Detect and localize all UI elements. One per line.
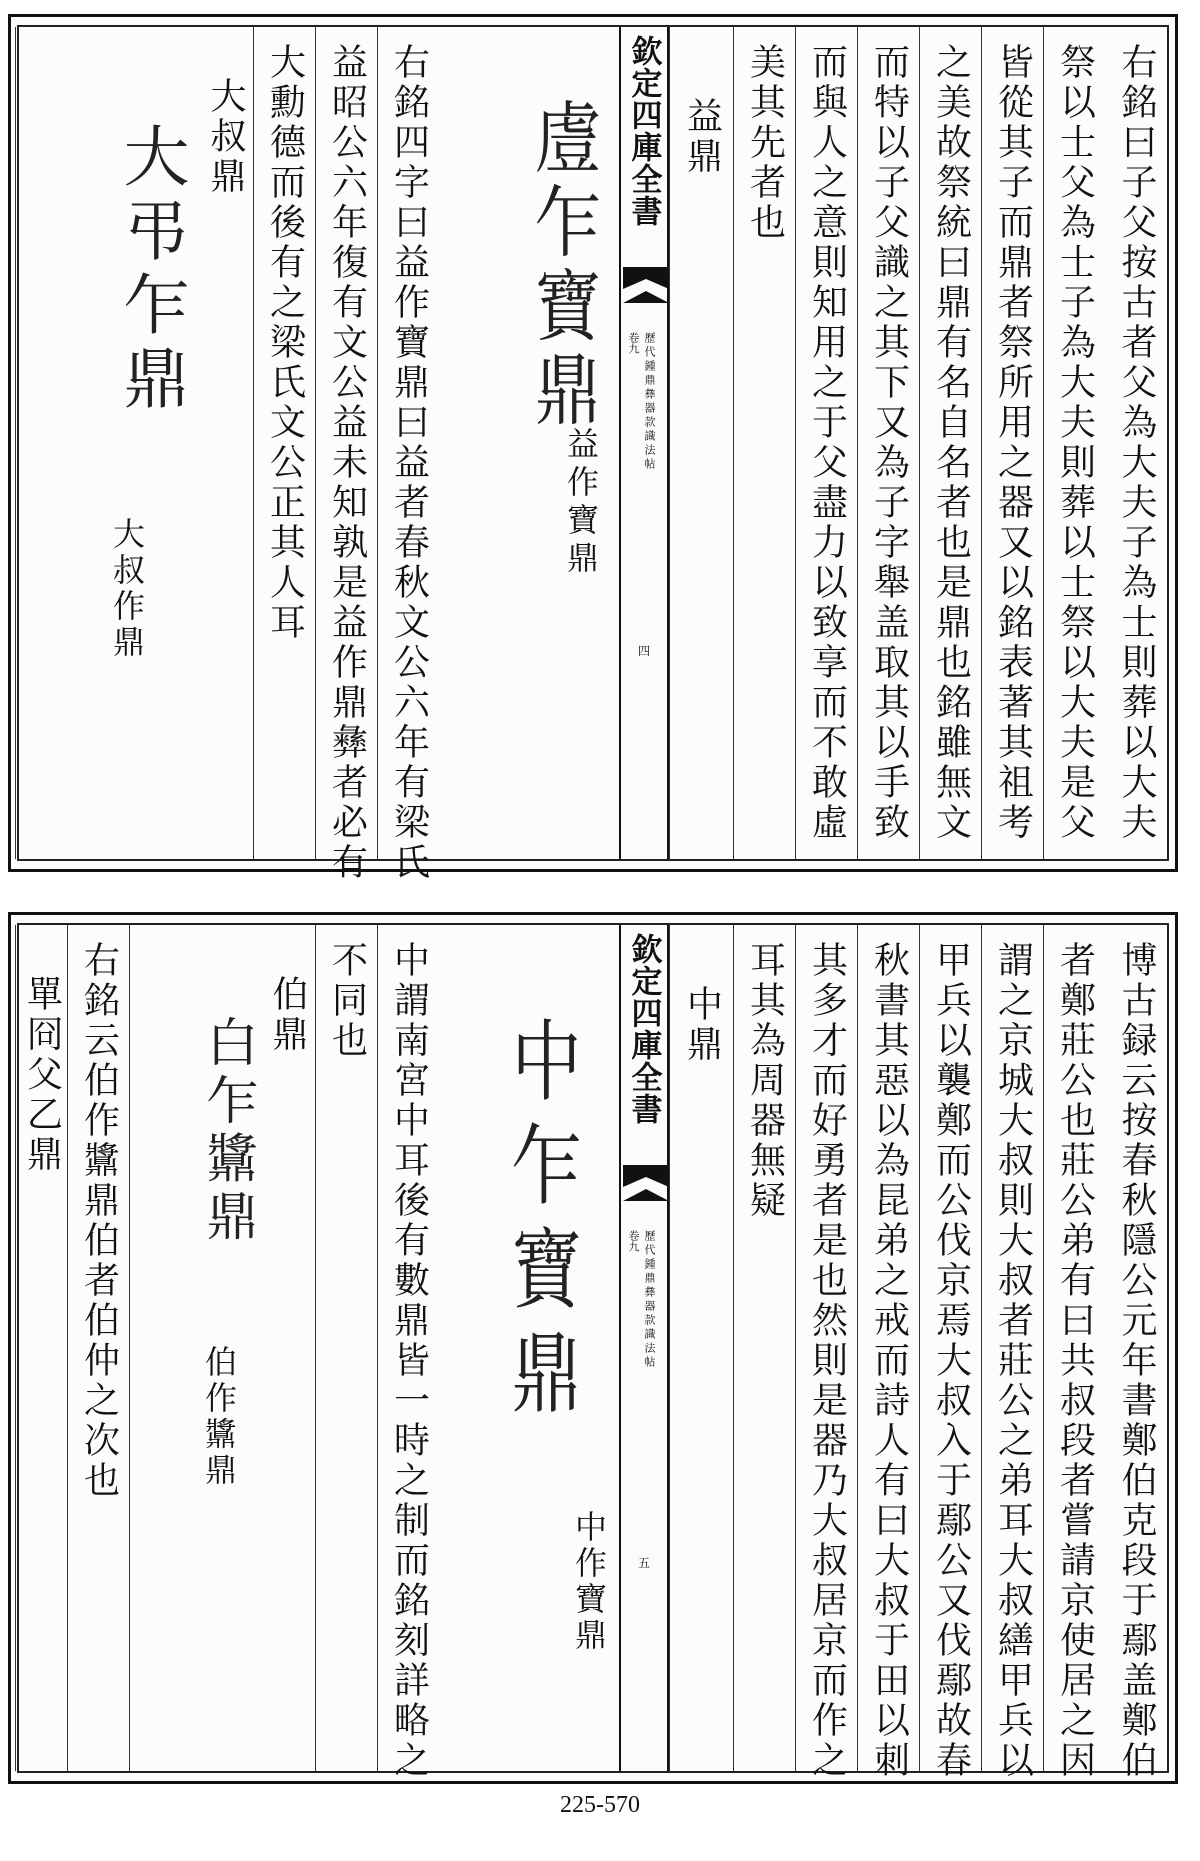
column-text: 中謂南宮中耳後有數鼎皆一時之制而銘刻詳略之: [388, 941, 430, 1781]
page-frame: [17, 25, 1169, 883]
inscription-release: 中作寶鼎: [570, 1510, 608, 1654]
inscription-panel: [129, 925, 315, 1771]
heading-column: [669, 27, 733, 859]
section-heading: 伯鼎: [267, 975, 308, 1055]
section-heading: 中鼎: [681, 985, 723, 1065]
inscription-panel: [439, 27, 619, 859]
text-column: [377, 925, 439, 1781]
seal-inscription: 大弔乍鼎: [112, 122, 189, 418]
volume-label: 卷九: [627, 332, 640, 354]
text-column: [733, 925, 795, 1771]
section-heading: 益鼎: [681, 97, 723, 177]
fishtail-mark-icon: [623, 267, 669, 303]
text-column: [315, 925, 377, 1771]
text-column: [1105, 925, 1167, 1781]
book-page-top: [8, 14, 1178, 883]
text-column: [67, 925, 129, 1771]
text-column: [919, 27, 981, 859]
volume-label: 卷九: [627, 1230, 640, 1252]
column-text: 謂之京城大叔則大叔者莊公之弟耳大叔繕甲兵以: [992, 941, 1034, 1781]
column-text: 皆從其子而鼎者祭所用之器又以銘表著其祖考: [992, 43, 1034, 843]
text-column: [377, 27, 439, 883]
column-text: 不同也: [326, 941, 368, 1061]
page-number: 四: [637, 644, 651, 658]
section-heading: 大叔鼎: [205, 77, 246, 197]
heading-column: [669, 925, 733, 1771]
section-heading: 單冏父乙鼎: [21, 975, 63, 1175]
inscription-release: 伯作䵼鼎: [200, 1345, 238, 1489]
book-subtitle: 歷代鍾鼎彝器款識法帖: [643, 1230, 656, 1370]
page-number: 五: [637, 1556, 651, 1570]
seal-inscription: 中乍寶鼎: [500, 1015, 583, 1431]
text-column: [795, 27, 857, 859]
text-column: [857, 925, 919, 1781]
column-text: 甲兵以襲鄭而公伐京焉大叔入于鄢公又伐鄢故春: [930, 941, 972, 1781]
text-column: [315, 27, 377, 883]
page-footer-code: 225-570: [560, 1792, 640, 1818]
column-text: 祭以士父為士子為大夫則葬以士祭以大夫是父: [1054, 43, 1096, 843]
inscription-release: 大叔作鼎: [108, 517, 146, 661]
column-text: 益昭公六年復有文公益未知孰是益作鼎彝者必有: [326, 43, 368, 883]
inscription-panel: [439, 925, 619, 1771]
text-column: [733, 27, 795, 859]
book-page-bottom: [8, 912, 1178, 1784]
column-text: 而與人之意則知用之于父盡力以致享而不敢虛: [806, 43, 848, 843]
center-fold: [619, 925, 669, 1771]
page-frame: [17, 923, 1169, 1781]
book-subtitle: 歷代鍾鼎彝器款識法帖: [643, 332, 656, 472]
book-title: 欽定四庫全書: [625, 933, 662, 1125]
text-column: [253, 27, 315, 859]
seal-inscription: 䖒乍寶鼎: [523, 97, 601, 433]
column-text: 其多才而好勇者是也然則是器乃大叔居京而作之: [806, 941, 848, 1781]
inscription-panel: [15, 27, 253, 859]
text-column: [1043, 27, 1105, 859]
text-column: [857, 27, 919, 859]
heading-column: [15, 925, 67, 1771]
text-column: [919, 925, 981, 1781]
column-text: 右銘曰子父按古者父為大夫子為士則葬以大夫: [1116, 43, 1157, 843]
column-text: 美其先者也: [744, 43, 786, 243]
center-fold: [619, 27, 669, 859]
inscription-release: 益作寶鼎: [562, 427, 600, 579]
column-text: 右銘云伯作䵼鼎伯者伯仲之次也: [78, 941, 120, 1501]
column-text: 而特以子父識之其下又為子字舉盖取其以手致: [868, 43, 910, 843]
column-text: 之美故祭統曰鼎有名自名者也是鼎也銘雖無文: [930, 43, 972, 843]
column-text: 大勳德而後有之梁氏文公正其人耳: [264, 43, 306, 643]
column-text: 右銘四字曰益作寶鼎曰益者春秋文公六年有梁氏: [388, 43, 430, 883]
book-title: 欽定四庫全書: [625, 35, 662, 227]
seal-inscription: 白乍䵼鼎: [197, 1015, 257, 1247]
text-column: [981, 925, 1043, 1781]
column-text: 者鄭莊公也莊公弟有曰共叔段者嘗請京使居之因: [1054, 941, 1096, 1781]
column-text: 秋書其惡以為昆弟之戒而詩人有曰大叔于田以刺: [868, 941, 910, 1781]
fishtail-mark-icon: [623, 1165, 669, 1201]
column-text: 耳其為周器無疑: [744, 941, 786, 1221]
text-column: [981, 27, 1043, 859]
text-column: [1043, 925, 1105, 1781]
column-text: 博古録云按春秋隱公元年書鄭伯克段于鄢盖鄭伯: [1116, 941, 1157, 1781]
text-column: [1105, 27, 1167, 859]
text-column: [795, 925, 857, 1781]
